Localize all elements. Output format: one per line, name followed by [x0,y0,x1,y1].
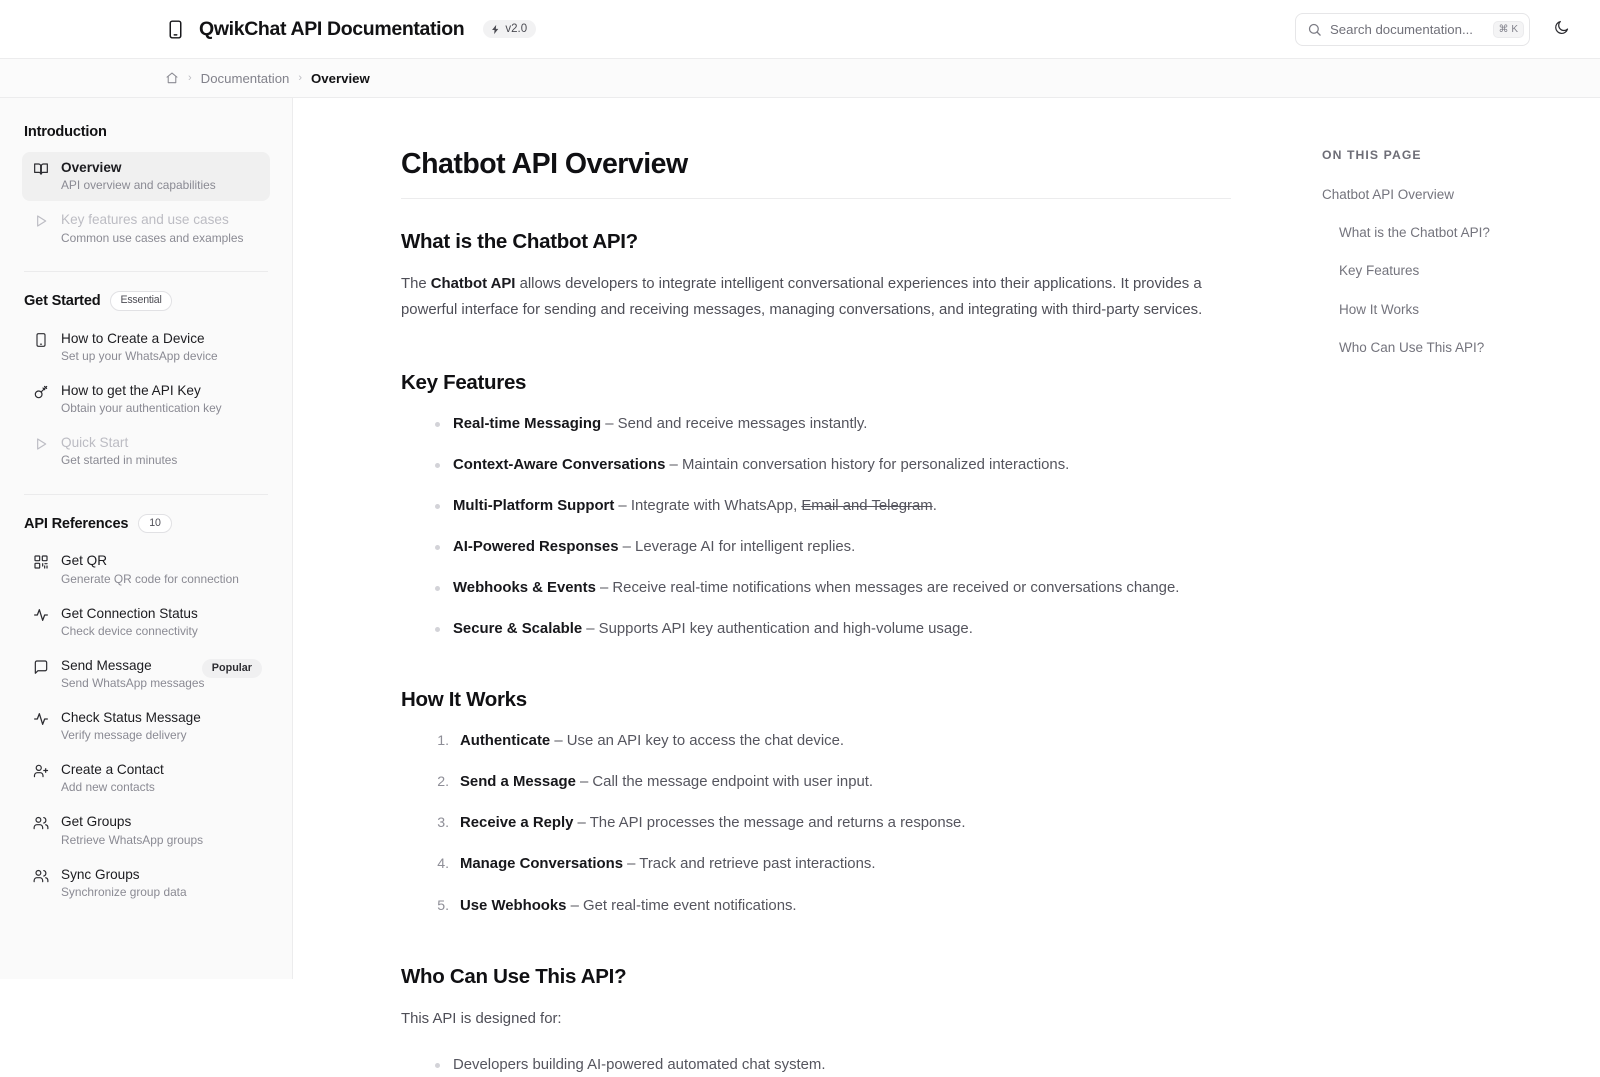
sidebar-group-get-started [22,291,270,476]
sidebar-divider [24,271,268,272]
table-of-contents [1300,98,1600,979]
search-shortcut-badge: ⌘ K [1493,21,1524,38]
toc-item-key-features[interactable]: Key Features [1339,263,1420,279]
app-title: QwikChat API Documentation [199,17,465,40]
home-icon[interactable] [165,71,179,85]
step-term: Send a Message [460,774,576,791]
sidebar-item-label: Create a Contact [61,762,164,778]
sidebar-item-description: Retrieve WhatsApp groups [61,832,204,847]
sidebar-item-label: Get Groups [61,814,132,830]
version-label: v2.0 [505,23,528,35]
step-term: Use Webhooks [460,897,567,914]
device-phone-icon [32,332,49,348]
feature-term: Real-time Messaging [453,415,602,432]
sidebar-item-label: Quick Start [61,434,129,450]
step-term: Authenticate [460,733,551,750]
sidebar-group-api-references [22,514,270,908]
user-plus-icon [32,763,49,779]
who-can-use-intro: This API is designed for: [401,1010,562,1027]
moon-icon [1553,19,1570,39]
audience-item: Developers building AI-powered automated chat system. [435,1054,1231,1077]
feature-item: Real-time Messaging – Send and receive messages instantly. [435,413,1231,436]
sidebar-item-quick-start [22,427,270,476]
feature-term: Context-Aware Conversations [453,456,666,473]
sidebar-item-text [61,435,177,468]
step-term: Receive a Reply [460,815,574,832]
sidebar-item-text [61,606,198,639]
sidebar-item-get-qr[interactable] [22,545,270,594]
book-device-icon [165,19,186,40]
feature-term: AI-Powered Responses [453,538,619,555]
sidebar-item-sync-groups[interactable] [22,859,270,908]
step-item: 5. Use Webhooks – Get real-time event notifications. [453,895,1231,918]
main-content [293,98,1300,1074]
paragraph-lead: The [401,276,431,292]
sidebar-group-count-badge: 10 [138,514,171,533]
intro-paragraph [401,272,1231,324]
sidebar-group-introduction [22,124,270,253]
header-actions [1295,13,1576,46]
how-it-works-list [401,730,1231,917]
sidebar-item-overview[interactable] [22,152,270,201]
sidebar-item-text [61,383,222,416]
sidebar-item-description: Get started in minutes [61,453,178,468]
breadcrumb-separator: › [298,72,303,84]
paragraph-rest: allows developers to integrate intelligent conversational experiences into their applications. It provides a powerful interface for sending and receiving messages, managing conversations, and integrating with third-party services. [401,276,1203,318]
sidebar-group-title: Get Started [24,292,101,309]
feature-term: Multi-Platform Support [453,497,615,514]
sidebar-item-description: Common use cases and examples [61,230,244,245]
section-heading-what-is: What is the Chatbot API? [401,230,638,253]
play-triangle-icon [32,213,49,229]
breadcrumb-item-overview: Overview [311,70,370,86]
section-heading-how-it-works: How It Works [401,688,527,712]
sidebar-item-text [61,553,239,586]
step-term: Manage Conversations [460,856,624,873]
feature-item: Webhooks & Events – Receive real-time notifications when messages are received or conversations change. [435,577,1231,600]
lightning-bolt-icon [490,24,501,35]
sidebar-group-heading [24,124,270,140]
feature-item: Context-Aware Conversations – Maintain conversation history for personalized interactions. [435,454,1231,477]
search-icon [1307,22,1322,37]
breadcrumb-separator: › [188,72,192,84]
sidebar-group-title: Introduction [24,124,107,140]
feature-item: AI-Powered Responses – Leverage AI for intelligent replies. [435,536,1231,559]
sidebar-item-key-features-and-use-cases [22,204,270,253]
paragraph-bold-term: Chatbot API [430,276,516,292]
sidebar-item-description: Add new contacts [61,780,155,795]
activity-pulse-icon [32,711,49,727]
toc-heading: ON THIS PAGE [1322,148,1422,162]
search-input[interactable] [1330,22,1485,37]
play-triangle-icon [32,436,49,452]
sidebar-item-text [61,212,243,245]
open-book-icon [32,161,49,177]
sidebar-group-badge: Essential [110,291,171,310]
sidebar-item-send-message[interactable] [22,650,270,699]
sidebar-item-label: Get QR [61,553,108,569]
sidebar-item-label: Check Status Message [61,709,201,725]
feature-struck-text: Email and Telegram [801,497,933,514]
sidebar-item-label: Key features and use cases [61,212,229,228]
breadcrumb-item-documentation[interactable]: Documentation [200,70,290,86]
step-item: 4. Manage Conversations – Track and retrieve past interactions. [453,853,1231,876]
sidebar-item-check-status-message[interactable] [22,702,270,751]
title-divider [401,198,1231,199]
sidebar-item-label: Overview [61,160,122,175]
key-icon [32,384,49,400]
sidebar-item-text [61,710,201,743]
sidebar-item-description: Synchronize group data [61,884,187,899]
sidebar-item-description: API overview and capabilities [61,178,216,193]
feature-term: Secure & Scalable [453,621,583,638]
app-header [0,0,1600,59]
page-layout [0,98,1600,1074]
search-box[interactable] [1295,13,1530,46]
step-item: 3. Receive a Reply – The API processes the message and returns a response. [453,812,1231,835]
sidebar-item-text [61,762,164,795]
sidebar-item-description: Obtain your authentication key [61,401,222,416]
sidebar-group-title: API References [24,515,129,532]
sidebar-item-how-to-create-a-device[interactable] [22,323,270,372]
feature-item: Multi-Platform Support – Integrate with WhatsApp, Email and Telegram. [435,495,1231,518]
brand [165,18,536,41]
step-item: 2. Send a Message – Call the message endpoint with user input. [453,771,1231,794]
theme-toggle-button[interactable] [1546,14,1576,44]
breadcrumb-bar [0,59,1600,98]
section-heading-key-features: Key Features [401,370,527,394]
sidebar-item-text [61,867,187,900]
sidebar-item-text [61,658,204,691]
sidebar-item-description: Verify message delivery [61,728,187,743]
qr-code-icon [32,554,49,570]
sidebar-item-description: Check device connectivity [61,623,198,638]
sidebar-item-description: Set up your WhatsApp device [61,348,218,363]
step-item: 1. Authenticate – Use an API key to access the chat device. [453,730,1231,753]
toc-item-who-can-use-this-api[interactable]: Who Can Use This API? [1339,339,1485,355]
sidebar-nav[interactable] [0,98,293,979]
sidebar-divider [24,494,268,495]
article [401,148,1231,1077]
sidebar-item-label: How to Create a Device [61,330,205,346]
version-badge [483,20,536,38]
audience-list [401,1054,1231,1077]
toc-item-how-it-works[interactable]: How It Works [1339,301,1420,317]
sidebar-item-text [61,160,216,193]
sidebar-item-text [61,814,203,847]
sidebar-item-get-groups[interactable] [22,806,270,855]
sidebar-item-text [61,331,218,364]
section-heading-who-can-use: Who Can Use This API? [401,964,627,988]
sidebar-item-label: Send Message [61,657,152,673]
key-features-list [401,413,1231,642]
sidebar-item-how-to-get-the-api-key[interactable] [22,375,270,424]
sidebar-item-badge: Popular [202,659,262,678]
feature-term: Webhooks & Events [453,579,596,596]
message-bubble-icon [32,659,49,675]
sidebar-item-description: Generate QR code for connection [61,571,239,586]
users-group-icon [32,815,49,831]
toc-item-what-is-the-chatbot-api[interactable]: What is the Chatbot API? [1339,225,1490,241]
sidebar-item-label: Sync Groups [61,866,140,882]
toc-list [1322,187,1580,356]
sidebar-group-heading [24,291,270,310]
sidebar-group-heading [24,514,270,533]
activity-pulse-icon [32,607,49,623]
toc-item-chatbot-api-overview[interactable]: Chatbot API Overview [1322,187,1455,202]
sidebar-item-description: Send WhatsApp messages [61,676,205,691]
sidebar-item-get-connection-status[interactable] [22,598,270,647]
feature-item: Secure & Scalable – Supports API key authentication and high-volume usage. [435,618,1231,641]
sidebar-item-create-a-contact[interactable] [22,754,270,803]
sidebar-item-label: How to get the API Key [61,382,201,398]
sidebar-item-label: Get Connection Status [61,605,198,621]
page-title: Chatbot API Overview [401,148,688,180]
breadcrumb [165,71,370,86]
users-group-icon [32,868,49,884]
